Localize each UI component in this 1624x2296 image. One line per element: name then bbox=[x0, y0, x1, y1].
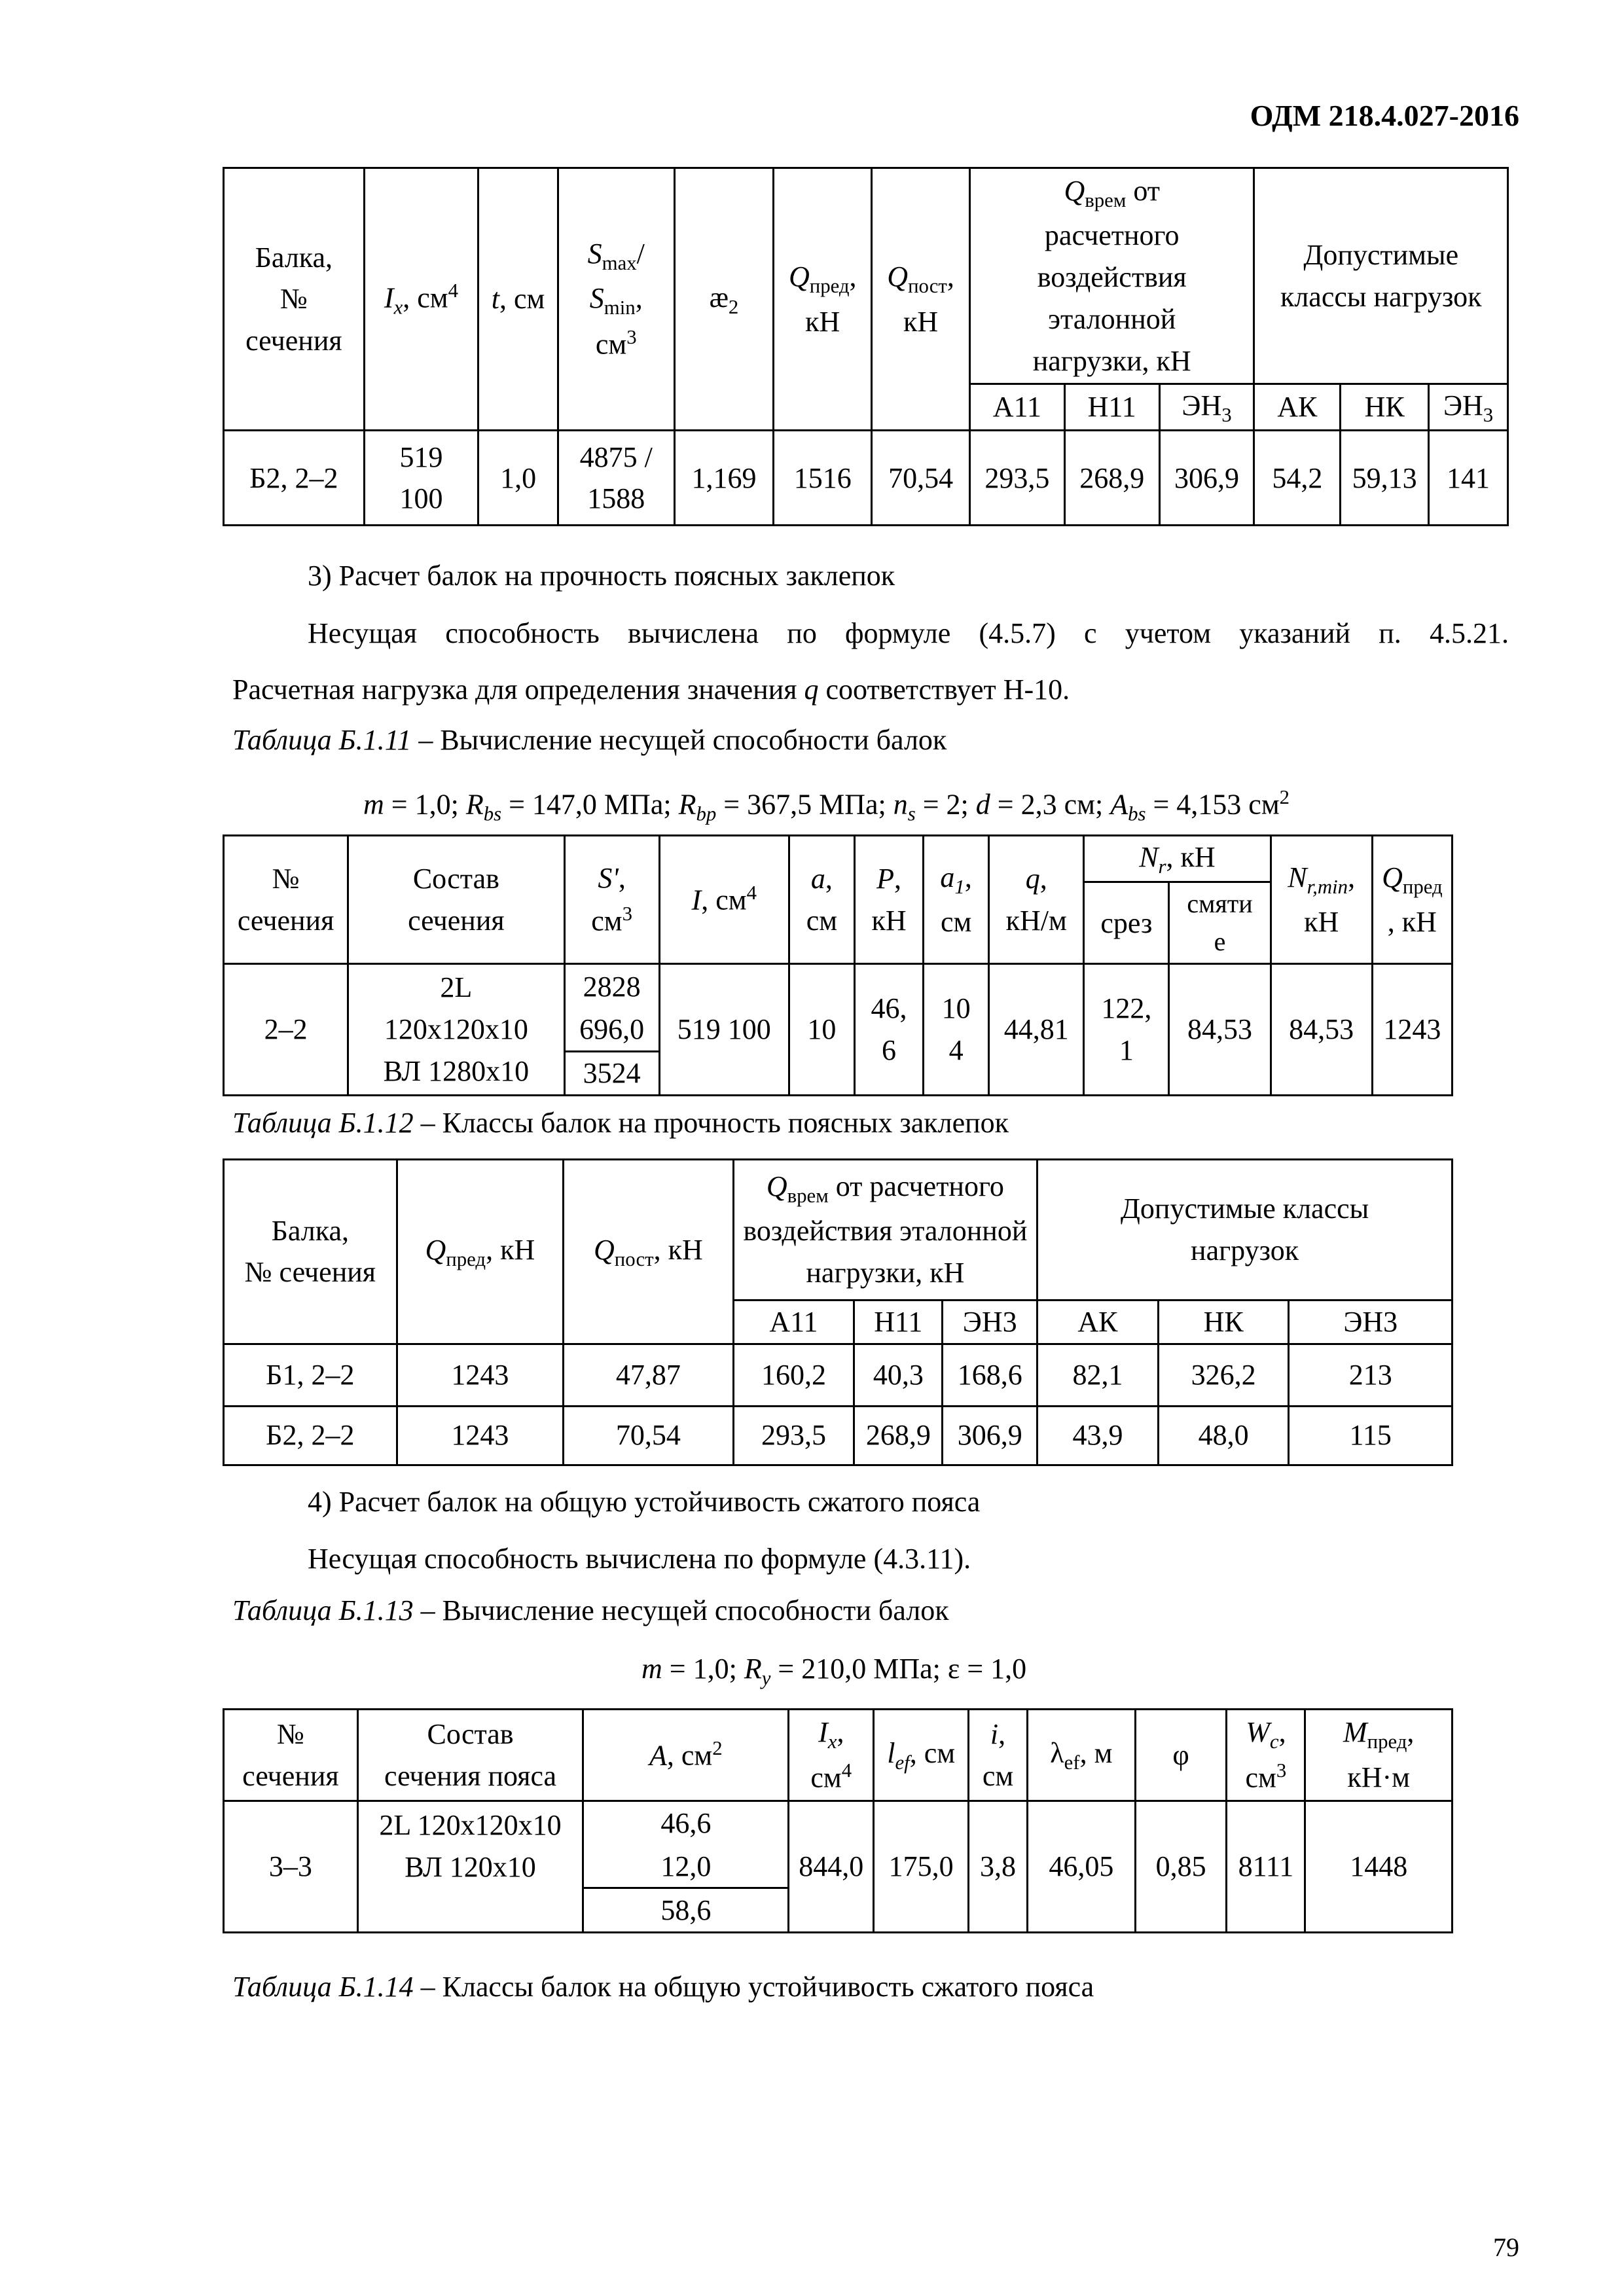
table-row: 2–2 2L 120x120x10 ВЛ 1280x10 2828 519 100 10 46, 6 10 4 44,81 122, 1 84,53 84,53 1243 bbox=[224, 964, 1453, 1009]
section4-heading: 4) Расчет балок на общую устойчивость сжатого пояса bbox=[308, 1486, 981, 1518]
sub-en3: $ЭН_3$ bbox=[1159, 384, 1254, 431]
col-allowed-header: Допустимые классы нагрузок bbox=[1254, 168, 1508, 384]
col-qpost-header: $Q_{пост}$, кН bbox=[872, 168, 970, 431]
t11-qpred-header: $Q_{пред}$ , кН bbox=[1372, 836, 1452, 964]
sub-nk: НК bbox=[1341, 384, 1429, 431]
section3-paragraph-1: Несущая способность вычислена по формуле (4.5.7) с учетом указаний п. 4.5.21. bbox=[308, 617, 1509, 649]
t11-a1-header: $a_1$, см bbox=[924, 836, 989, 964]
t13-lef-header: $l_{ef}$, см bbox=[874, 1710, 969, 1801]
t13-i-header: i, см bbox=[969, 1710, 1028, 1801]
t11-srez-header: срез bbox=[1084, 882, 1169, 964]
t11-comp-header: Состав сечения bbox=[348, 836, 564, 964]
rivet-classes-table: Балка, № сечения $Q_{пред}$, кН $Q_{пост}$, кН $Q_{врем}$ от расчетного воздействия эталонной нагрузки, кН Допустимые классы нагрузок А11 Н11 ЭН3 АК НК ЭН3 Б1, 2–2 1243 47,87 160,2 40,3 168,6 82,1 326,2 213 Б2, 2–2 1243 70,54 293,5 268,9 306,9 43,9 48,0 115 bbox=[223, 1158, 1453, 1466]
t11-p-header: P, кН bbox=[854, 836, 923, 964]
t12-allowed-header: Допустимые классы нагрузок bbox=[1038, 1160, 1453, 1300]
sub-en3-b: $ЭН_3$ bbox=[1429, 384, 1508, 431]
table-caption-11: Таблица Б.1.11 – Вычисление несущей способности балок bbox=[232, 724, 947, 756]
sub-ak: АК bbox=[1254, 384, 1341, 431]
t12-qvrem-header: $Q_{врем}$ от расчетного воздействия эталонной нагрузки, кН bbox=[733, 1160, 1038, 1300]
table-13-parameters: m = 1,0; $R_y = 210,0$ МПа; ε = 1,0 bbox=[641, 1653, 1027, 1689]
t11-no-header: № сечения bbox=[224, 836, 348, 964]
section4-paragraph: Несущая способность вычислена по формуле (4.3.11). bbox=[308, 1543, 971, 1575]
t13-no-header: № сечения bbox=[224, 1710, 358, 1801]
col-t-header: t, см bbox=[478, 168, 558, 431]
compressed-flange-table: № сечения Состав сечения пояса A, $см^2$ $I_x$, $см^4$ $l_{ef}$, см i, см $\lambda_{ef}$, м φ $W_c$, $см^3$ $M_{пред}$, кН·м 3–3 2L 120x120x10 ВЛ 120x10 46,6 844,0 175,0 3,8 46,05 0,85 8111 1448 12,0 58,6 bbox=[223, 1708, 1453, 1933]
table-row: Б2, 2–2 519 100 1,0 4875 / 1588 1,169 1516 70,54 293,5 268,9 306,9 54,2 59,13 141 bbox=[224, 431, 1508, 526]
col-ix-header: $I_x$, $см^4$ bbox=[364, 168, 478, 431]
table-11-parameters: m = 1,0; $R_{bs} = 147,0$ МПа; $R_{bp} = 367,5$ МПа; $n_s = 2$; d = 2,3 см; $A_{bs} = 4,153$ $см^2$ bbox=[363, 786, 1290, 825]
table-row: 3–3 2L 120x120x10 ВЛ 120x10 46,6 844,0 175,0 3,8 46,05 0,85 8111 1448 bbox=[224, 1801, 1453, 1846]
t11-nrmin-header: $N_{r,min}$, кН bbox=[1271, 836, 1372, 964]
t11-smyat-header: смяти е bbox=[1169, 882, 1271, 964]
t12-qpost-header: $Q_{пост}$, кН bbox=[564, 1160, 733, 1344]
table-row: Б2, 2–2 1243 70,54 293,5 268,9 306,9 43,9 48,0 115 bbox=[224, 1406, 1453, 1465]
table-row: Б1, 2–2 1243 47,87 160,2 40,3 168,6 82,1 326,2 213 bbox=[224, 1344, 1453, 1406]
document-code: ОДМ 218.4.027-2016 bbox=[1250, 99, 1519, 132]
col-ae-header: $æ_2$ bbox=[674, 168, 774, 431]
t13-phi-header: φ bbox=[1135, 1710, 1227, 1801]
t13-ix-header: $I_x$, $см^4$ bbox=[789, 1710, 874, 1801]
page-number: 79 bbox=[1493, 2233, 1519, 2262]
beam-classes-table-top bbox=[223, 167, 1509, 526]
t11-q-header: q, кН/м bbox=[989, 836, 1084, 964]
t11-nr-header: $N_r$, кН bbox=[1084, 836, 1271, 882]
t13-a-header: A, $см^2$ bbox=[583, 1710, 789, 1801]
col-beam-header: Балка, № сечения bbox=[224, 168, 365, 431]
t11-a-header: a, см bbox=[789, 836, 854, 964]
t12-beam-header: Балка, № сечения bbox=[224, 1160, 397, 1344]
t13-wc-header: $W_c$, $см^3$ bbox=[1227, 1710, 1305, 1801]
sub-a11: А11 bbox=[969, 384, 1064, 431]
sub-n11: Н11 bbox=[1064, 384, 1159, 431]
table-caption-14: Таблица Б.1.14 – Классы балок на общую устойчивость сжатого пояса bbox=[232, 1971, 1094, 2003]
section3-heading: 3) Расчет балок на прочность поясных заклепок bbox=[308, 560, 895, 592]
table-caption-13: Таблица Б.1.13 – Вычисление несущей способности балок bbox=[232, 1594, 949, 1626]
t11-s-header: S', $см^3$ bbox=[564, 836, 659, 964]
t13-comp-header: Состав сечения пояса bbox=[357, 1710, 583, 1801]
col-smax-header: $S_{max}/$ $S_{min}$, $см^3$ bbox=[558, 168, 674, 431]
t13-m-header: $M_{пред}$, кН·м bbox=[1305, 1710, 1453, 1801]
col-qpred-header: $Q_{пред}$, кН bbox=[774, 168, 872, 431]
t12-qpred-header: $Q_{пред}$, кН bbox=[397, 1160, 564, 1344]
rivet-capacity-table: № сечения Состав сечения S', $см^3$ I, $см^4$ a, см P, кН $a_1$, см q, кН/м $N_r$, кН $N_{r,min}$, кН $Q_{пред}$ , кН срез смяти е 2–2 2L 120x120x10 ВЛ 1280x10 2828 519 100 10 46, 6 10 4 44,81 122, 1 84,53 84,53 1243 696,0 3524 bbox=[223, 834, 1453, 1096]
t11-i-header: I, $см^4$ bbox=[659, 836, 789, 964]
section3-paragraph-2: Расчетная нагрузка для определения значения q соответствует Н-10. bbox=[232, 673, 1070, 706]
table-caption-12: Таблица Б.1.12 – Классы балок на прочность поясных заклепок bbox=[232, 1107, 1009, 1139]
col-qvrem-header: $Q_{врем}$ от расчетного воздействия эталонной нагрузки, кН bbox=[969, 168, 1254, 384]
t13-lambda-header: $\lambda_{ef}$, м bbox=[1027, 1710, 1135, 1801]
